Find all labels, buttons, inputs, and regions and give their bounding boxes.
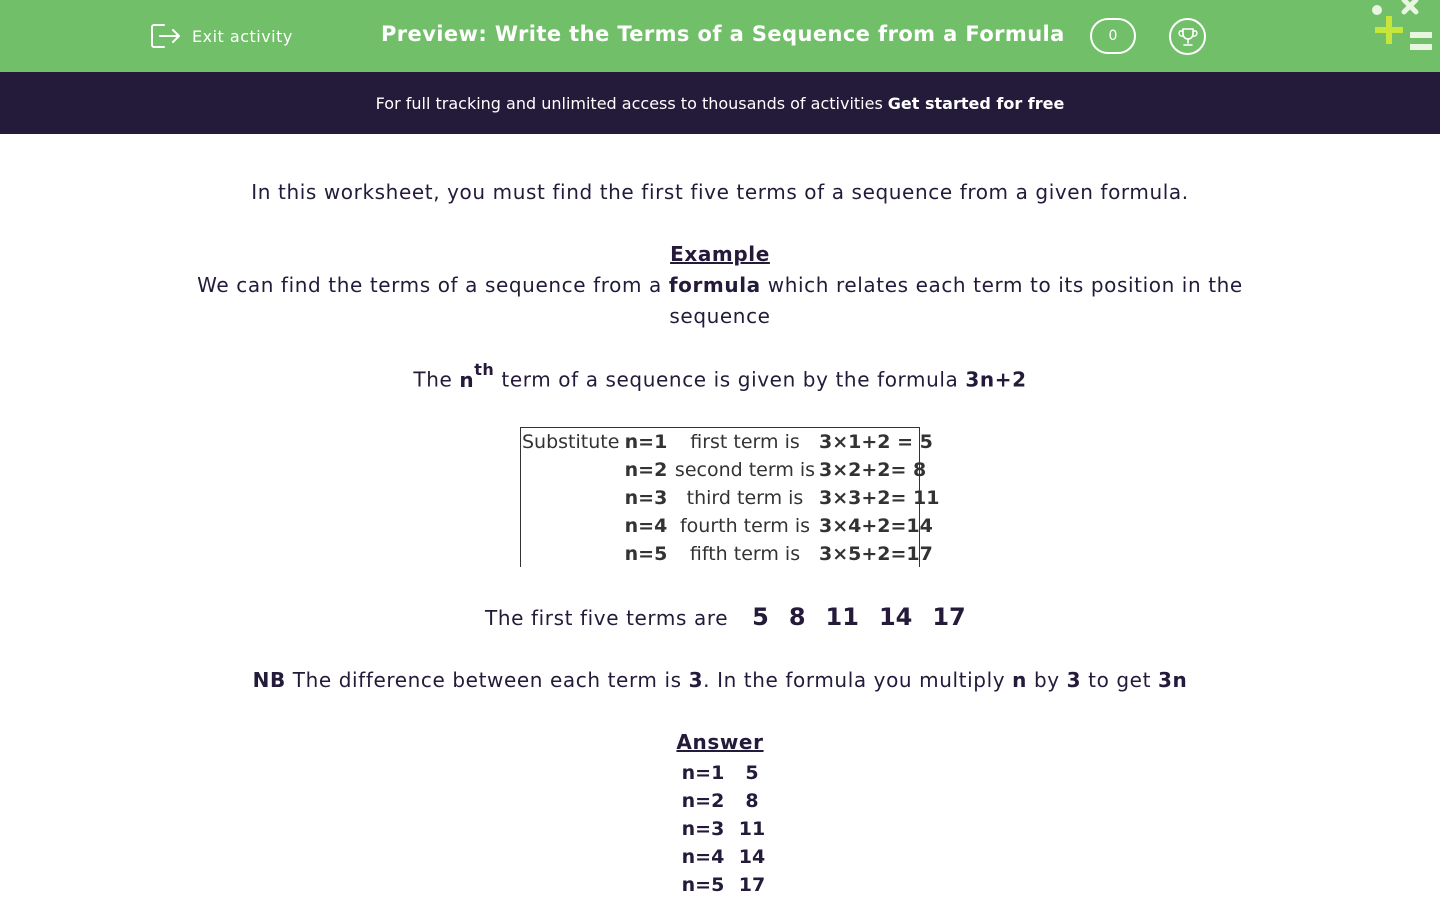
trophy-icon [1177,26,1199,48]
term-value: 8 [788,603,806,631]
answer-heading: Answer [676,730,764,754]
example-heading: Example [670,242,770,266]
nth-n: n [459,367,475,392]
nb-note: NB The difference between each term is 3. In the formula you multiply n by 3 to get 3n [252,668,1188,692]
promo-text: For full tracking and unlimited access to thousands of activities [375,93,883,113]
top-bar [0,0,1440,72]
table-row: n=5 fifth term is 3×5+2=17 [624,543,933,565]
nth-formula: 3n+2 [965,367,1027,392]
brand-logo [1366,0,1440,56]
term-value: 11 [825,603,859,631]
promo-banner [0,72,1440,134]
get-started-link[interactable]: Get started for free [887,93,1065,113]
first-five-terms [485,603,976,631]
table-row: n=2 second term is 3×2+2= 8 [624,459,927,481]
answer-table [678,759,768,899]
trophy-button[interactable] [1169,18,1206,55]
exit-icon [150,20,182,52]
intro-text: In this worksheet, you must find the first five terms of a sequence from a given formula. [251,180,1189,204]
score-counter: 0 [1090,18,1136,54]
term-value: 14 [878,603,913,631]
table-row: n=3 third term is 3×3+2= 11 [624,487,940,509]
example-paragraph-line1: We can find the terms of a sequence from a formula which relates each term to its position in the [197,273,1243,297]
example-paragraph-line2: sequence [669,304,771,328]
nb-label: NB [252,668,286,692]
substitute-label: Substitute [522,431,620,453]
substitution-table [520,427,940,567]
table-row: n=3 11 [681,818,766,840]
table-row: n=2 8 [681,790,759,812]
nth-term-statement: The $n^{th}$ term of a sequence is given by the formula 3n+2 [413,360,1027,392]
table-row: Substitute n=1 first term is 3×1+2 = 5 [521,428,919,456]
first-five-label: The first five terms are [485,606,729,630]
nth-superscript: th [474,360,495,379]
exit-activity-button[interactable] [150,20,293,52]
formula-keyword: formula [668,273,761,297]
table-row: n=4 14 [681,846,766,868]
term-value: 17 [932,603,966,631]
table-row: n=5 17 [681,874,766,896]
activity-title: Preview: Write the Terms of a Sequence from a Formula [381,22,1065,46]
table-row: n=1 5 [681,762,759,784]
exit-activity-label: Exit activity [192,26,293,46]
table-row: n=4 fourth term is 3×4+2=14 [624,515,933,537]
term-value: 5 [752,603,769,631]
